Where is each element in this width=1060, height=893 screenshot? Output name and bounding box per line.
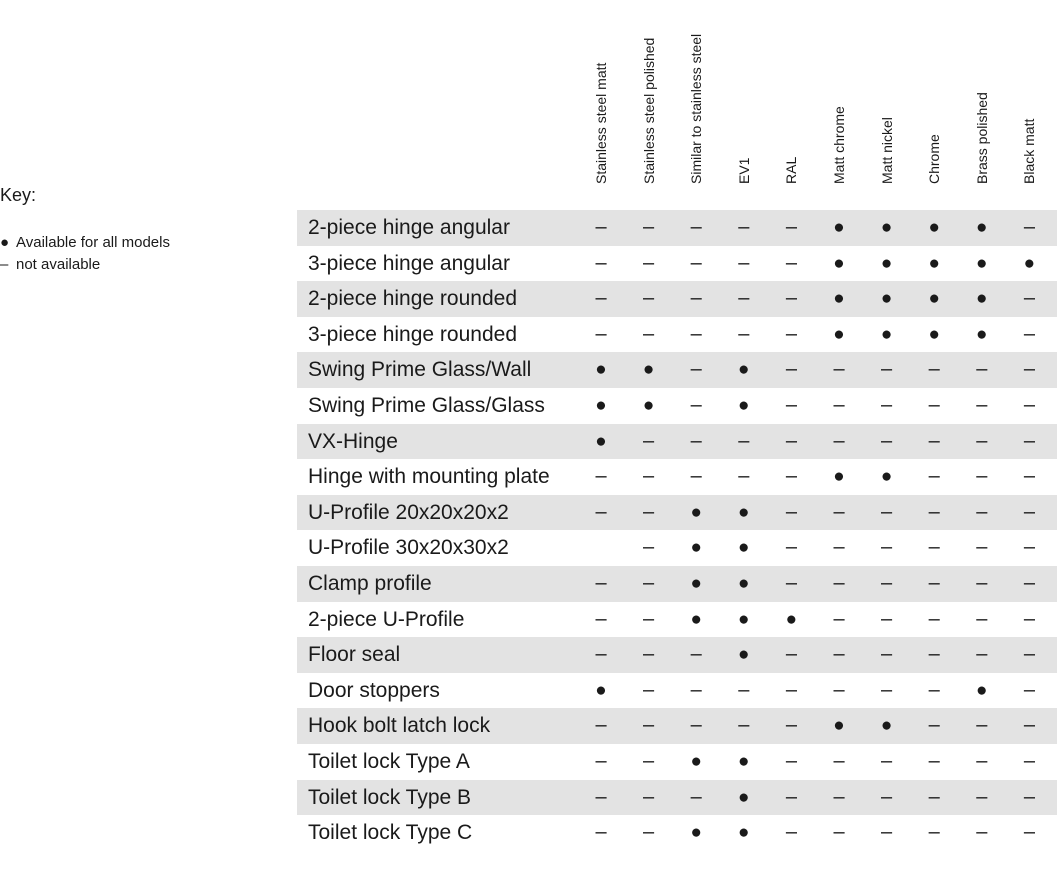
not-available-dash-icon: – — [643, 821, 655, 844]
not-available-dash-icon: – — [833, 821, 845, 844]
not-available-dash-icon: – — [643, 500, 655, 523]
available-dot-icon: ● — [738, 750, 750, 772]
not-available-dash-icon: – — [690, 465, 702, 488]
table-row — [297, 210, 1057, 246]
row-label: Toilet lock Type A — [308, 749, 470, 773]
not-available-dash-icon: – — [833, 571, 845, 594]
available-dot-icon: ● — [976, 288, 988, 310]
not-available-dash-icon: – — [976, 643, 988, 666]
not-available-dash-icon: – — [976, 749, 988, 772]
not-available-dash-icon: – — [738, 322, 750, 345]
not-available-dash-icon: – — [738, 429, 750, 452]
column-headers — [297, 0, 1057, 210]
column-header — [958, 0, 1006, 200]
not-available-dash-icon: – — [643, 643, 655, 666]
not-available-dash-icon: – — [690, 358, 702, 381]
legend-title: Key: — [0, 185, 37, 205]
column-header — [910, 0, 958, 200]
not-available-dash-icon: – — [1023, 571, 1035, 594]
not-available-dash-icon: – — [785, 678, 797, 701]
legend-item-text: not available — [16, 256, 101, 273]
not-available-dash-icon: – — [738, 714, 750, 737]
not-available-dash-icon: – — [785, 749, 797, 772]
not-available-dash-icon: – — [928, 821, 940, 844]
available-dot-icon: ● — [880, 715, 893, 737]
not-available-dash-icon: – — [1023, 358, 1035, 381]
not-available-dash-icon: – — [785, 714, 797, 737]
not-available-dash-icon: – — [595, 643, 607, 666]
not-available-dash-icon: – — [833, 536, 845, 559]
not-available-dash-icon: – — [738, 465, 750, 488]
not-available-dash-icon: – — [785, 287, 797, 310]
legend — [0, 185, 170, 276]
available-dot-icon: ● — [690, 537, 702, 559]
not-available-dash-icon: – — [643, 785, 655, 808]
available-dot-icon: ● — [833, 715, 845, 737]
not-available-dash-icon: – — [690, 643, 702, 666]
available-dot-icon: ● — [690, 572, 702, 594]
column-header-label: Chrome — [926, 134, 943, 184]
not-available-dash-icon: – — [881, 785, 893, 808]
row-label: 3-piece hinge angular — [308, 251, 510, 275]
not-available-dash-icon: – — [928, 678, 940, 701]
row-label: Door stoppers — [308, 678, 440, 702]
not-available-dash-icon: – — [785, 536, 797, 559]
not-available-dash-icon: – — [785, 821, 797, 844]
not-available-dash-icon: – — [785, 358, 797, 381]
available-dot-icon: ● — [595, 394, 607, 416]
column-header — [577, 0, 625, 200]
available-dot-icon: ● — [738, 359, 750, 381]
column-header-label: Matt chrome — [831, 106, 847, 184]
not-available-dash-icon: – — [1023, 785, 1035, 808]
table-row — [297, 673, 1057, 709]
not-available-dash-icon: – — [595, 500, 607, 523]
not-available-dash-icon: – — [595, 465, 607, 488]
not-available-dash-icon: – — [881, 393, 893, 416]
legend-item-available — [0, 232, 170, 254]
table-row — [297, 602, 1057, 638]
not-available-dash-icon: – — [595, 251, 607, 274]
table-row — [297, 495, 1057, 531]
table-row — [297, 424, 1057, 460]
not-available-dash-icon: – — [976, 358, 988, 381]
not-available-dash-icon: – — [881, 749, 893, 772]
column-header-label: Stainless steel polished — [640, 37, 657, 184]
available-dot-icon: ● — [976, 323, 988, 345]
not-available-dash-icon: – — [833, 393, 845, 416]
available-dot-icon: ● — [738, 537, 750, 559]
not-available-dash-icon: – — [881, 821, 893, 844]
not-available-dash-icon: – — [928, 571, 940, 594]
column-header — [672, 0, 720, 200]
not-available-dash-icon: – — [643, 607, 655, 630]
column-header — [863, 0, 911, 200]
not-available-dash-icon: – — [976, 429, 988, 452]
not-available-dash-icon: – — [595, 714, 607, 737]
not-available-dash-icon: – — [785, 500, 797, 523]
available-dot-icon: ● — [976, 679, 988, 701]
not-available-dash-icon: – — [1023, 500, 1035, 523]
not-available-dash-icon: – — [833, 678, 845, 701]
available-dot-icon: ● — [1023, 252, 1036, 274]
not-available-dash-icon: – — [595, 216, 607, 238]
not-available-dash-icon: – — [1023, 216, 1035, 238]
available-dot-icon: ● — [738, 394, 750, 416]
not-available-dash-icon: – — [928, 749, 940, 772]
matrix-rows — [297, 210, 1057, 851]
not-available-dash-icon: – — [976, 714, 988, 737]
not-available-dash-icon: – — [833, 749, 845, 772]
available-dot-icon: ● — [738, 572, 750, 594]
column-header-label: EV1 — [735, 157, 752, 184]
not-available-dash-icon: – — [595, 322, 607, 345]
not-available-dash-icon: – — [785, 429, 797, 452]
not-available-dash-icon: – — [881, 643, 893, 666]
not-available-dash-icon: – — [690, 678, 702, 701]
not-available-dash-icon: – — [643, 465, 655, 488]
row-label: U-Profile 20x20x20x2 — [308, 500, 509, 524]
not-available-dash-icon: – — [595, 821, 607, 844]
available-dot-icon: ● — [928, 217, 940, 238]
not-available-dash-icon: – — [928, 785, 940, 808]
not-available-dash-icon: – — [833, 643, 845, 666]
not-available-dash-icon — [577, 530, 625, 566]
available-dot-icon: ● — [880, 466, 893, 488]
not-available-dash-icon: – — [976, 500, 988, 523]
available-dot-icon: ● — [976, 252, 988, 274]
column-header-label: Matt nickel — [878, 117, 895, 184]
column-header — [625, 0, 673, 200]
not-available-dash-icon: – — [690, 785, 702, 808]
not-available-dash-icon: – — [595, 785, 607, 808]
not-available-dash-icon: – — [690, 393, 702, 416]
available-dot-icon: ● — [642, 359, 655, 381]
available-dot-icon: ● — [880, 252, 893, 274]
table-row — [297, 744, 1057, 780]
not-available-dash-icon: – — [976, 393, 988, 416]
available-dot-icon: ● — [833, 466, 845, 488]
not-available-dash-icon: – — [833, 785, 845, 808]
table-row — [297, 352, 1057, 388]
not-available-dash-icon: – — [738, 678, 750, 701]
not-available-dash-icon: – — [928, 643, 940, 666]
column-header-label: Stainless steel matt — [593, 62, 609, 184]
not-available-dash-icon: – — [738, 216, 750, 238]
not-available-dash-icon: – — [785, 571, 797, 594]
not-available-dash-icon: – — [643, 251, 655, 274]
available-dot-icon: ● — [642, 394, 655, 416]
table-row — [297, 708, 1057, 744]
not-available-dash-icon: – — [928, 714, 940, 737]
not-available-dash-icon: – — [976, 536, 988, 559]
column-header — [767, 0, 815, 200]
not-available-dash-icon: – — [643, 216, 655, 238]
not-available-dash-icon: – — [928, 607, 940, 630]
not-available-dash-icon: – — [785, 251, 797, 274]
not-available-dash-icon: – — [928, 429, 940, 452]
row-label: Swing Prime Glass/Wall — [308, 358, 532, 382]
not-available-dash-icon: – — [785, 465, 797, 488]
not-available-dash-icon: – — [1023, 393, 1035, 416]
table-row — [297, 281, 1057, 317]
available-dot-icon: ● — [785, 608, 798, 630]
available-dot-icon: ● — [595, 679, 607, 701]
not-available-dash-icon: – — [1023, 465, 1035, 488]
legend-item-text: Available for all models — [16, 234, 170, 251]
table-row — [297, 317, 1057, 353]
not-available-dash-icon: – — [1023, 643, 1035, 666]
row-label: 2-piece hinge rounded — [308, 287, 517, 311]
not-available-dash-icon: – — [881, 536, 893, 559]
available-dot-icon: ● — [833, 252, 845, 274]
column-header-label: Brass polished — [973, 92, 990, 184]
available-dot-icon: ● — [595, 359, 607, 381]
table-row — [297, 815, 1057, 851]
available-dot-icon: ● — [738, 608, 750, 630]
not-available-dash-icon: – — [1023, 536, 1035, 559]
available-dot-icon: ● — [928, 252, 940, 274]
not-available-dash-icon: – — [643, 678, 655, 701]
available-dot-icon: ● — [833, 288, 845, 310]
available-dot-icon: ● — [880, 288, 893, 310]
table-row — [297, 459, 1057, 495]
not-available-dash-icon: – — [643, 429, 655, 452]
column-header-label: Black matt — [1021, 118, 1038, 184]
not-available-dash-icon: – — [833, 500, 845, 523]
not-available-dash-icon: – — [976, 607, 988, 630]
not-available-dash-icon: – — [690, 251, 702, 274]
not-available-dash-icon: – — [643, 536, 655, 559]
table-row — [297, 388, 1057, 424]
not-available-dash-icon: – — [833, 429, 845, 452]
not-available-dash-icon: – — [1023, 429, 1035, 452]
not-available-dash-icon: – — [881, 571, 893, 594]
not-available-dash-icon: – — [690, 322, 702, 345]
not-available-dash-icon: – — [928, 500, 940, 523]
not-available-dash-icon: – — [976, 821, 988, 844]
column-header — [815, 0, 863, 200]
dash-icon: – — [0, 256, 9, 273]
row-label: Hook bolt latch lock — [308, 714, 491, 738]
table-row — [297, 246, 1057, 282]
table-row — [297, 566, 1057, 602]
not-available-dash-icon: – — [595, 571, 607, 594]
table-row — [297, 530, 1057, 566]
row-label: Hinge with mounting plate — [308, 465, 550, 489]
row-label: Floor seal — [308, 643, 401, 667]
not-available-dash-icon: – — [881, 678, 893, 701]
not-available-dash-icon: – — [976, 785, 988, 808]
dot-icon: ● — [0, 234, 10, 251]
available-dot-icon: ● — [738, 501, 750, 523]
available-dot-icon: ● — [928, 323, 940, 345]
not-available-dash-icon: – — [785, 216, 797, 238]
row-label: Clamp profile — [308, 571, 432, 595]
available-dot-icon: ● — [690, 822, 702, 844]
not-available-dash-icon: – — [833, 358, 845, 381]
not-available-dash-icon: – — [595, 287, 607, 310]
not-available-dash-icon: – — [738, 251, 750, 274]
table-row — [297, 780, 1057, 816]
row-label: 2-piece U-Profile — [308, 607, 465, 631]
row-label: Toilet lock Type B — [308, 785, 472, 809]
available-dot-icon: ● — [880, 323, 893, 345]
row-label: Swing Prime Glass/Glass — [308, 393, 545, 417]
not-available-dash-icon: – — [881, 429, 893, 452]
row-label: 2-piece hinge angular — [308, 216, 510, 239]
not-available-dash-icon: – — [928, 358, 940, 381]
legend-item-not-available — [0, 254, 170, 276]
not-available-dash-icon: – — [1023, 749, 1035, 772]
available-dot-icon: ● — [833, 323, 845, 345]
not-available-dash-icon: – — [690, 429, 702, 452]
not-available-dash-icon: – — [1023, 821, 1035, 844]
available-dot-icon: ● — [738, 786, 750, 808]
not-available-dash-icon: – — [690, 216, 702, 238]
available-dot-icon: ● — [595, 430, 607, 452]
column-header — [1005, 0, 1053, 200]
row-label: U-Profile 30x20x30x2 — [308, 536, 509, 560]
not-available-dash-icon: – — [928, 536, 940, 559]
not-available-dash-icon: – — [1023, 678, 1035, 701]
not-available-dash-icon: – — [643, 749, 655, 772]
not-available-dash-icon: – — [928, 465, 940, 488]
not-available-dash-icon: – — [595, 607, 607, 630]
not-available-dash-icon: – — [785, 643, 797, 666]
available-dot-icon: ● — [690, 750, 702, 772]
not-available-dash-icon: – — [1023, 714, 1035, 737]
availability-matrix — [297, 0, 1057, 845]
not-available-dash-icon: – — [881, 358, 893, 381]
not-available-dash-icon: – — [881, 607, 893, 630]
column-header-label: RAL — [783, 156, 800, 184]
not-available-dash-icon: – — [643, 714, 655, 737]
not-available-dash-icon: – — [881, 500, 893, 523]
column-header — [720, 0, 768, 200]
available-dot-icon: ● — [690, 501, 702, 523]
not-available-dash-icon: – — [976, 571, 988, 594]
available-dot-icon: ● — [690, 608, 702, 630]
not-available-dash-icon: – — [595, 749, 607, 772]
not-available-dash-icon: – — [643, 571, 655, 594]
row-label: VX-Hinge — [308, 429, 398, 453]
not-available-dash-icon: – — [738, 287, 750, 310]
available-dot-icon: ● — [928, 288, 940, 310]
row-label: Toilet lock Type C — [308, 821, 473, 845]
not-available-dash-icon: – — [1023, 322, 1035, 345]
column-header-label: Similar to stainless steel — [688, 33, 705, 184]
not-available-dash-icon: – — [1023, 607, 1035, 630]
not-available-dash-icon: – — [785, 785, 797, 808]
available-dot-icon: ● — [738, 822, 750, 844]
not-available-dash-icon: – — [785, 322, 797, 345]
not-available-dash-icon: – — [690, 714, 702, 737]
table-row — [297, 637, 1057, 673]
not-available-dash-icon: – — [643, 287, 655, 310]
not-available-dash-icon: – — [928, 393, 940, 416]
not-available-dash-icon: – — [976, 465, 988, 488]
available-dot-icon: ● — [738, 644, 750, 666]
not-available-dash-icon: – — [1023, 287, 1035, 310]
not-available-dash-icon: – — [833, 607, 845, 630]
available-dot-icon: ● — [833, 217, 845, 238]
not-available-dash-icon: – — [785, 393, 797, 416]
available-dot-icon: ● — [880, 217, 893, 238]
row-label: 3-piece hinge rounded — [308, 322, 517, 346]
not-available-dash-icon: – — [690, 287, 702, 310]
available-dot-icon: ● — [976, 217, 988, 238]
not-available-dash-icon: – — [643, 322, 655, 345]
